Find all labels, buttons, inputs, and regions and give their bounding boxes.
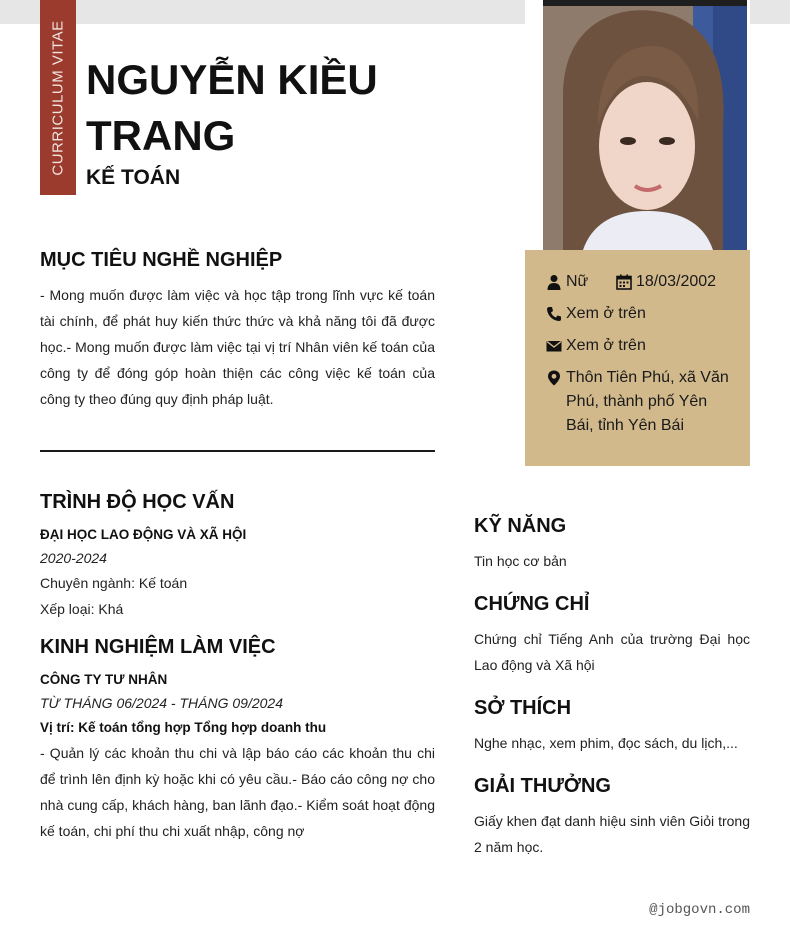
skills-title: KỸ NĂNG [474, 515, 567, 537]
email-row [545, 334, 646, 358]
calendar-icon [615, 270, 633, 294]
address-row [545, 366, 735, 438]
location-pin-icon [545, 366, 563, 390]
birthdate-value: 18/03/2002 [636, 273, 717, 290]
experience-company: CÔNG TY TƯ NHÂN [40, 672, 168, 687]
education-school: ĐẠI HỌC LAO ĐỘNG VÀ XÃ HỘI [40, 527, 247, 542]
education-title: TRÌNH ĐỘ HỌC VẤN [40, 491, 235, 513]
address-value: Thôn Tiên Phú, xã Văn Phú, thành phố Yên Bái, tỉnh Yên Bái [566, 369, 729, 434]
envelope-icon [545, 334, 563, 358]
awards-text: Giấy khen đạt danh hiệu sinh viên Giỏi trong 2 năm học. [474, 813, 750, 855]
education-period: 2020-2024 [40, 550, 107, 566]
skills-text: Tin học cơ bản [474, 553, 567, 569]
section-divider [40, 450, 435, 452]
vertical-title-label: CURRICULUM VITAE [49, 19, 67, 176]
experience-description: - Quản lý các khoản thu chi và lập báo cáo các khoản thu chi để trình lên định kỳ hoặc khi có yêu cầu.- Báo cáo công nợ cho nhà cung cấp, khách hàng, ban lãnh đạo.- Kiểm soát hoạt động kế toán, chi phí thu chi xuất nhập, công nợ [40, 745, 435, 839]
objective-text: - Mong muốn được làm việc và học tập trong lĩnh vực kế toán tài chính, để phát huy kiến thức thức và khả năng tôi đã được học.- Mong muốn được làm việc tại vị trí Nhân viên kế toán của công ty để đóng góp hoàn thiện các công việc kế toán của công ty theo đúng quy định pháp luật. [40, 287, 435, 407]
phone-value: Xem ở trên [566, 305, 646, 322]
education-grade: Xếp loại: Khá [40, 601, 124, 617]
job-title: KẾ TOÁN [86, 166, 181, 189]
experience-position: Vị trí: Kế toán tổng hợp Tổng hợp doanh thu [40, 720, 327, 735]
certificates-text: Chứng chỉ Tiếng Anh của trường Đại học Lao động và Xã hội [474, 631, 750, 673]
phone-row [545, 302, 646, 326]
phone-icon [545, 302, 563, 326]
footer-watermark: @jobgovn.com [649, 902, 750, 918]
certificates-title: CHỨNG CHỈ [474, 593, 590, 615]
gender-value: Nữ [566, 273, 589, 290]
birthdate-row [615, 270, 716, 294]
gender-row [545, 270, 588, 294]
education-major: Chuyên ngành: Kế toán [40, 575, 188, 591]
objective-title: MỤC TIÊU NGHỀ NGHIỆP [40, 249, 283, 271]
experience-title: KINH NGHIỆM LÀM VIỆC [40, 636, 276, 658]
profile-photo [543, 0, 747, 250]
hobbies-title: SỞ THÍCH [474, 697, 572, 719]
hobbies-text: Nghe nhạc, xem phim, đọc sách, du lịch,... [474, 735, 738, 751]
candidate-name: NGUYỄN KIỀU TRANG [86, 56, 378, 159]
vertical-title-tab [40, 0, 76, 195]
experience-period: TỪ THÁNG 06/2024 - THÁNG 09/2024 [40, 695, 283, 711]
email-value: Xem ở trên [566, 337, 646, 354]
person-icon [545, 270, 563, 294]
contact-info-box [525, 250, 750, 466]
awards-title: GIẢI THƯỞNG [474, 775, 611, 797]
